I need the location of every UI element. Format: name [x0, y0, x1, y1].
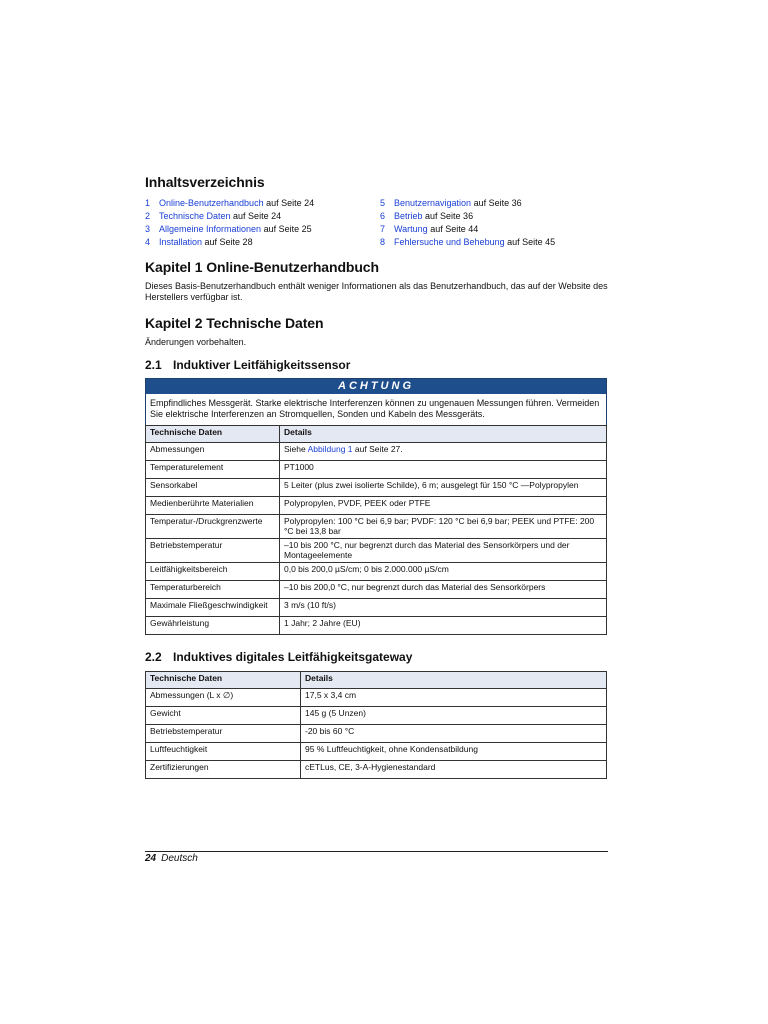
table-row [146, 497, 607, 515]
spec-value: –10 bis 200,0 °C, nur begrenzt durch das Material des Sensorkörpers [280, 581, 607, 599]
toc-link[interactable]: Technische Daten [159, 211, 231, 221]
toc-link[interactable]: Wartung [394, 224, 428, 234]
table-header-row [146, 426, 607, 443]
spec-label: Temperatur-/Druckgrenzwerte [146, 515, 280, 539]
caution-box [145, 378, 607, 426]
spec-value: Polypropylen, PVDF, PEEK oder PTFE [280, 497, 607, 515]
column-header: Details [280, 426, 607, 443]
chapter-1-text: Dieses Basis-Benutzerhandbuch enthält weniger Informationen als das Benutzerhandbuch, das auf der Website des Herstellers verfügbar ist. [145, 281, 608, 302]
toc-link[interactable]: Fehlersuche und Behebung [394, 237, 505, 247]
table-row [146, 725, 607, 743]
table-row [146, 479, 607, 497]
toc-entry-8[interactable]: 8 Fehlersuche und Behebung auf Seite 45 [380, 237, 556, 247]
caution-title: ACHTUNG [146, 379, 606, 394]
spec-label: Medienberührte Materialien [146, 497, 280, 515]
table-row [146, 761, 607, 779]
table-row [146, 743, 607, 761]
spec-value: 1 Jahr; 2 Jahre (EU) [280, 617, 607, 635]
table-row [146, 599, 607, 617]
spec-label: Zertifizierungen [146, 761, 301, 779]
spec-value: PT1000 [280, 461, 607, 479]
column-header: Technische Daten [146, 426, 280, 443]
spec-label: Temperaturelement [146, 461, 280, 479]
spec-label: Gewährleistung [146, 617, 280, 635]
spec-value: Polypropylen: 100 °C bei 6,9 bar; PVDF: 120 °C bei 6,9 bar; PEEK und PTFE: 200 °C bei 13,8 bar [280, 515, 607, 539]
table-header-row [146, 672, 607, 689]
sensor-spec-table [145, 425, 607, 635]
toc-entry-5[interactable]: 5 Benutzernavigation auf Seite 36 [380, 198, 522, 208]
table-row [146, 707, 607, 725]
section-2-1-heading: 2.1 Induktiver Leitfähigkeitssensor [145, 358, 351, 372]
table-row [146, 689, 607, 707]
caution-text: Empfindliches Messgerät. Starke elektrische Interferenzen können zu ungenauen Messungen führen. Vermeiden Sie elektrische Interferenzen an Stromquellen, Sonden und Kabeln des Messgeräts. [150, 398, 600, 419]
table-row [146, 563, 607, 581]
table-row [146, 539, 607, 563]
table-row [146, 461, 607, 479]
toc-column-left [145, 197, 385, 249]
toc-entry-1[interactable]: 1 Online-Benutzerhandbuch auf Seite 24 [145, 198, 315, 208]
toc-entry-7[interactable]: 7 Wartung auf Seite 44 [380, 224, 479, 234]
toc-entry-6[interactable]: 6 Betrieb auf Seite 36 [380, 211, 474, 221]
spec-label: Sensorkabel [146, 479, 280, 497]
spec-label: Gewicht [146, 707, 301, 725]
spec-value: 95 % Luftfeuchtigkeit, ohne Kondensatbildung [301, 743, 607, 761]
spec-label: Luftfeuchtigkeit [146, 743, 301, 761]
table-row [146, 581, 607, 599]
toc-link[interactable]: Allgemeine Informationen [159, 224, 262, 234]
chapter-2-text: Änderungen vorbehalten. [145, 337, 247, 347]
toc-link[interactable]: Betrieb [394, 211, 423, 221]
spec-label: Betriebstemperatur [146, 725, 301, 743]
spec-value: 5 Leiter (plus zwei isolierte Schilde), 6 m; ausgelegt für 150 °C —Polypropylen [280, 479, 607, 497]
chapter-1-heading: Kapitel 1 Online-Benutzerhandbuch [145, 259, 379, 275]
spec-value: –10 bis 200 °C, nur begrenzt durch das Material des Sensorkörpers und der Montageelemente [280, 539, 607, 563]
toc-heading: Inhaltsverzeichnis [145, 174, 265, 190]
column-header: Technische Daten [146, 672, 301, 689]
gateway-spec-table [145, 671, 607, 779]
toc-entry-4[interactable]: 4 Installation auf Seite 28 [145, 237, 253, 247]
spec-label: Leitfähigkeitsbereich [146, 563, 280, 581]
spec-value: 145 g (5 Unzen) [301, 707, 607, 725]
page-footer [145, 853, 198, 864]
toc-entry-3[interactable]: 3 Allgemeine Informationen auf Seite 25 [145, 224, 312, 234]
figure-link[interactable]: Abbildung 1 [307, 444, 353, 454]
toc-link[interactable]: Benutzernavigation [394, 198, 472, 208]
chapter-2-heading: Kapitel 2 Technische Daten [145, 315, 324, 331]
spec-label: Betriebstemperatur [146, 539, 280, 563]
spec-label: Maximale Fließgeschwindigkeit [146, 599, 280, 617]
table-row [146, 443, 607, 461]
spec-value: -20 bis 60 °C [301, 725, 607, 743]
table-row [146, 617, 607, 635]
toc-column-right [380, 197, 620, 249]
spec-value: Siehe Abbildung 1 auf Seite 27. [280, 443, 607, 461]
spec-label: Abmessungen [146, 443, 280, 461]
toc-link[interactable]: Online-Benutzerhandbuch [159, 198, 264, 208]
spec-value: 17,5 x 3,4 cm [301, 689, 607, 707]
toc-entry-2[interactable]: 2 Technische Daten auf Seite 24 [145, 211, 282, 221]
spec-label: Temperaturbereich [146, 581, 280, 599]
spec-value: 0,0 bis 200,0 µS/cm; 0 bis 2.000.000 µS/cm [280, 563, 607, 581]
spec-label: Abmessungen (L x ∅) [146, 689, 301, 707]
spec-value: 3 m/s (10 ft/s) [280, 599, 607, 617]
footer-divider [145, 851, 608, 852]
table-row [146, 515, 607, 539]
column-header: Details [301, 672, 607, 689]
spec-value: cETLus, CE, 3-A-Hygienestandard [301, 761, 607, 779]
toc-link[interactable]: Installation [159, 237, 203, 247]
footer-language: Deutsch [161, 853, 198, 864]
section-2-2-heading: 2.2 Induktives digitales Leitfähigkeitsgateway [145, 650, 413, 664]
page-number: 24 [145, 853, 157, 864]
